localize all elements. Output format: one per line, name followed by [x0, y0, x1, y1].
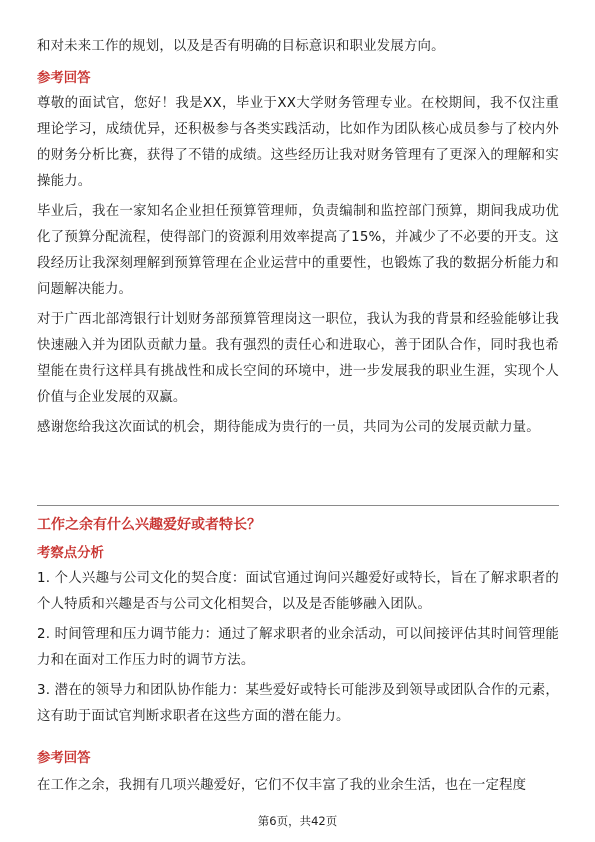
- analysis-point: 2. 时间管理和压力调节能力：通过了解求职者的业余活动，可以间接评估其时间管理能力和在面对工作压力时的调节方法。: [37, 627, 559, 668]
- answer-heading: 参考回答: [37, 71, 91, 86]
- answer-paragraph: 尊敬的面试官，您好！我是XX，毕业于XX大学财务管理专业。在校期间，我不仅注重理论学习，成绩优异，还积极参与各类实践活动，比如作为团队核心成员参与了校内外的财务分析比赛，获得了不错的成绩。这些经历让我对财务管理有了更深入的理解和实操能力。: [37, 96, 559, 189]
- analysis-point: 1. 个人兴趣与公司文化的契合度：面试官通过询问兴趣爱好或特长，旨在了解求职者的个人特质和兴趣是否与公司文化相契合，以及是否能够融入团队。: [37, 571, 559, 612]
- answer-paragraph: 对于广西北部湾银行计划财务部预算管理岗这一职位，我认为我的背景和经验能够让我快速融入并为团队贡献力量。我有强烈的责任心和进取心，善于团队合作，同时我也希望能在贵行这样具有挑战性和成长空间的环境中，进一步发展我的职业生涯，实现个人价值与企业发展的双赢。: [37, 312, 559, 405]
- question-title: 工作之余有什么兴趣爱好或者特长？: [37, 517, 261, 533]
- answer-paragraph: 感谢您给我这次面试的机会，期待能成为贵行的一员，共同为公司的发展贡献力量。: [37, 420, 540, 435]
- section-divider: [37, 505, 559, 506]
- intro-tail-paragraph: 和对未来工作的规划，以及是否有明确的目标意识和职业发展方向。: [37, 39, 445, 54]
- analysis-list: [37, 566, 559, 734]
- answer-start-paragraph: 在工作之余，我拥有几项兴趣爱好，它们不仅丰富了我的业余生活，也在一定程度: [37, 778, 527, 793]
- answer-heading: 参考回答: [37, 751, 91, 766]
- answer-body: [37, 91, 559, 445]
- analysis-heading: 考察点分析: [37, 546, 104, 561]
- answer-paragraph: 毕业后，我在一家知名企业担任预算管理师，负责编制和监控部门预算，期间我成功优化了预算分配流程，使得部门的资源利用效率提高了15%，并减少了不必要的开支。这段经历让我深刻理解到预算管理在企业运营中的重要性，也锻炼了我的数据分析能力和问题解决能力。: [37, 204, 559, 297]
- page-number: 第6页，共42页: [257, 814, 338, 828]
- analysis-point: 3. 潜在的领导力和团队协作能力：某些爱好或特长可能涉及到领导或团队合作的元素，这有助于面试官判断求职者在这些方面的潜在能力。: [37, 683, 559, 724]
